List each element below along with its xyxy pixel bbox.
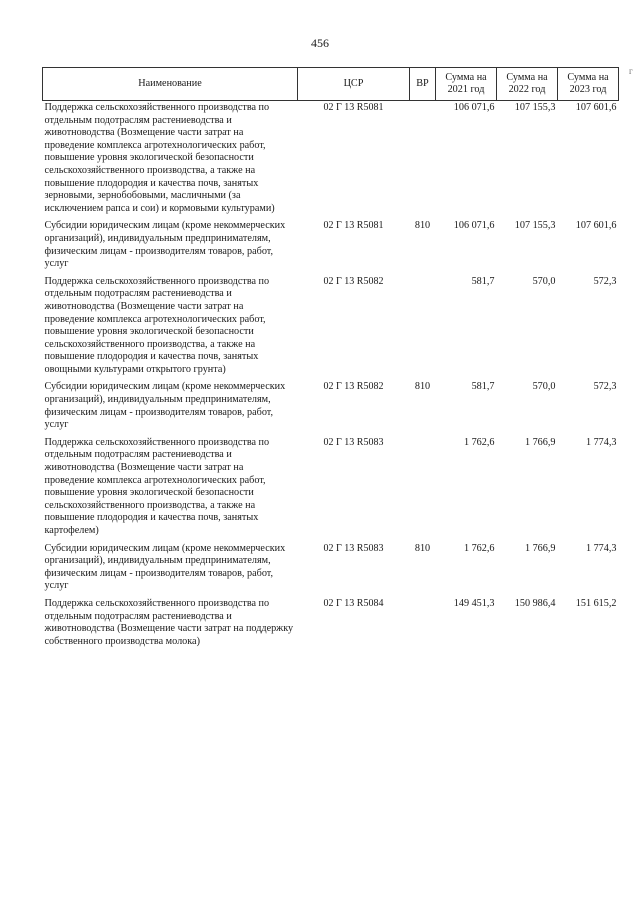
- table-row: [43, 275, 619, 381]
- row-csr: 02 Г 13 R5082: [323, 275, 384, 287]
- row-name: Поддержка сельскохозяйственного производства по отдельным подотраслям растениеводства и животноводства (Возмещение части затрат на проведение комплекса агротехнологических работ, повышение уровня экологической безопасности сельскохозяйственного производства, а также на повышение плодородия и качества почв, занятых зерновыми, зернобобовыми, масличными (за исключением рапса и сои) и кормовыми культурами): [44, 102, 275, 214]
- row-sum-2021: 581,7: [471, 381, 495, 393]
- row-csr: 02 Г 13 R5081: [323, 102, 384, 113]
- table-header-row: [43, 68, 619, 101]
- row-sum-2022: 1 766,9: [524, 542, 556, 554]
- table-row: [43, 542, 619, 597]
- row-name: Субсидии юридическим лицам (кроме некоммерческих организаций), индивидуальным предпринимателям, физическим лицам - производителям товаров, работ, услуг: [44, 542, 286, 592]
- table-row: [43, 380, 619, 435]
- row-sum-2023: 107 601,6: [575, 220, 617, 232]
- row-vr: 810: [414, 220, 431, 232]
- row-sum-2023: 1 774,3: [585, 436, 617, 448]
- budget-table: [42, 67, 619, 652]
- row-sum-2023: 107 601,6: [575, 102, 617, 113]
- header-sum-2023: Сумма на 2023 год: [558, 68, 619, 101]
- row-vr: [410, 275, 436, 381]
- table-row: [43, 219, 619, 274]
- row-name: Поддержка сельскохозяйственного производства по отдельным подотраслям растениеводства и животноводства (Возмещение части затрат на проведение комплекса агротехнологических работ, повышение уровня экологической безопасности сельскохозяйственного производства, а также на повышение плодородия и качества почв, занятых овощными культурами открытого грунта): [44, 275, 270, 375]
- row-sum-2021: 106 071,6: [453, 102, 495, 113]
- row-vr: 810: [414, 381, 431, 393]
- row-sum-2023: 1 774,3: [585, 542, 617, 554]
- row-vr: [410, 101, 436, 220]
- row-csr: 02 Г 13 R5083: [323, 436, 384, 448]
- row-vr: [410, 597, 436, 652]
- row-csr: 02 Г 13 R5082: [323, 381, 384, 393]
- row-name: Поддержка сельскохозяйственного производства по отдельным подотраслям растениеводства и животноводства (Возмещение части затрат на поддержку собственного производства молока): [44, 597, 294, 647]
- row-csr: 02 Г 13 R5083: [323, 542, 384, 554]
- table-row: [43, 597, 619, 652]
- row-sum-2022: 107 155,3: [514, 102, 556, 113]
- row-sum-2023: 572,3: [593, 275, 617, 287]
- row-sum-2022: 1 766,9: [524, 436, 556, 448]
- row-vr: [410, 436, 436, 542]
- header-vr: ВР: [410, 68, 436, 101]
- header-name: Наименование: [43, 68, 298, 101]
- row-sum-2021: 581,7: [471, 275, 495, 287]
- row-name: Субсидии юридическим лицам (кроме некоммерческих организаций), индивидуальным предпринимателям, физическим лицам - производителям товаров, работ, услуг: [44, 381, 286, 431]
- row-sum-2022: 570,0: [532, 381, 556, 393]
- row-sum-2023: 572,3: [593, 381, 617, 393]
- row-csr: 02 Г 13 R5084: [323, 597, 384, 609]
- row-sum-2023: 151 615,2: [575, 597, 617, 609]
- row-name: Поддержка сельскохозяйственного производства по отдельным подотраслям растениеводства и животноводства (Возмещение части затрат на проведение комплекса агротехнологических работ, повышение уровня экологической безопасности сельскохозяйственного производства, а также на повышение плодородия и качества почв, занятых картофелем): [44, 436, 270, 536]
- table-row: [43, 101, 619, 220]
- row-sum-2021: 106 071,6: [453, 220, 495, 232]
- header-sum-2022: Сумма на 2022 год: [497, 68, 558, 101]
- page-number: 456: [311, 36, 329, 50]
- table-row: [43, 436, 619, 542]
- row-name: Субсидии юридическим лицам (кроме некоммерческих организаций), индивидуальным предпринимателям, физическим лицам - производителям товаров, работ, услуг: [44, 220, 286, 270]
- row-sum-2021: 1 762,6: [463, 542, 495, 554]
- header-csr: ЦСР: [298, 68, 410, 101]
- row-sum-2022: 150 986,4: [514, 597, 556, 609]
- row-vr: 810: [414, 542, 431, 554]
- row-sum-2021: 1 762,6: [463, 436, 495, 448]
- row-csr: 02 Г 13 R5081: [323, 220, 384, 232]
- row-sum-2022: 570,0: [532, 275, 556, 287]
- row-sum-2022: 107 155,3: [514, 220, 556, 232]
- margin-mark: г: [629, 66, 633, 76]
- row-sum-2021: 149 451,3: [453, 597, 495, 609]
- header-sum-2021: Сумма на 2021 год: [436, 68, 497, 101]
